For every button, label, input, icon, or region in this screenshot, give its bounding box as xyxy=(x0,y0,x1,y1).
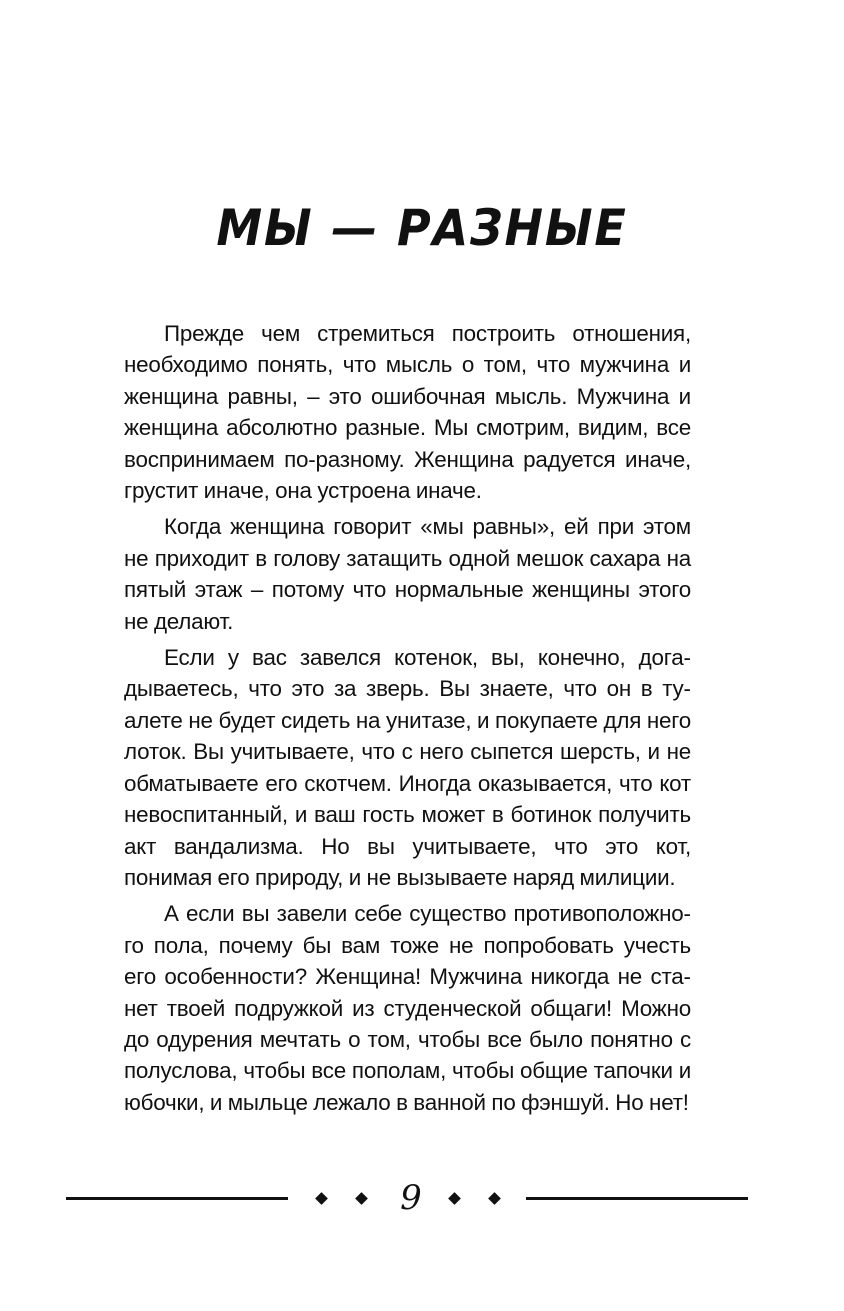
diamond-bullet-icon xyxy=(355,1192,368,1205)
paragraph: А если вы завели себе существо противоположного пола, почему бы вам тоже не попробовать учесть его особенности? Женщина! Мужчина никогда не станет твоей подружкой из студенческой общаги! Можно до одурения мечтать о том, чтобы все было понятно с полуслова, чтобы все пополам, чтобы общие тапочки и юбочки, и мыльце лежало в ванной по фэншуй. Но нет! xyxy=(124,901,691,1115)
diamond-bullet-icon xyxy=(315,1192,328,1205)
page-number: 9 xyxy=(400,1178,422,1218)
footer-rule-right xyxy=(526,1197,748,1200)
footer-rule-left xyxy=(66,1197,288,1200)
body-text xyxy=(124,318,691,1123)
paragraph: Когда женщина говорит «мы равны», ей при этом не приходит в голову затащить одной мешок сахара на пятый этаж – потому что нормальные женщины этого не делают. xyxy=(124,514,691,634)
diamond-bullet-icon xyxy=(448,1192,461,1205)
paragraph: Если у вас завелся котенок, вы, конечно, догадываетесь, что это за зверь. Вы знаете, что он в туалете не будет сидеть на унитазе, и покупаете для него лоток. Вы учитываете, что с него сыпется шерсть, и не обматываете его скотчем. Иногда оказывается, что кот невоспитанный, и ваш гость может в ботинок получить акт вандализма. Но вы учитываете, что это кот, понимая его природу, и не вызываете наряд милиции. xyxy=(124,645,691,890)
chapter-title: МЫ — РАЗНЫЕ xyxy=(216,199,628,257)
diamond-bullet-icon xyxy=(488,1192,501,1205)
page-footer xyxy=(66,1177,748,1221)
paragraph: Прежде чем стремиться построить отношения, необходимо понять, что мысль о том, что мужчина и женщина равны, – это ошибочная мысль. Мужчина и женщина абсолютно разные. Мы смотрим, видим, все воспринимаем по-разному. Женщина радуется иначе, грустит иначе, она устроена иначе. xyxy=(124,321,691,504)
